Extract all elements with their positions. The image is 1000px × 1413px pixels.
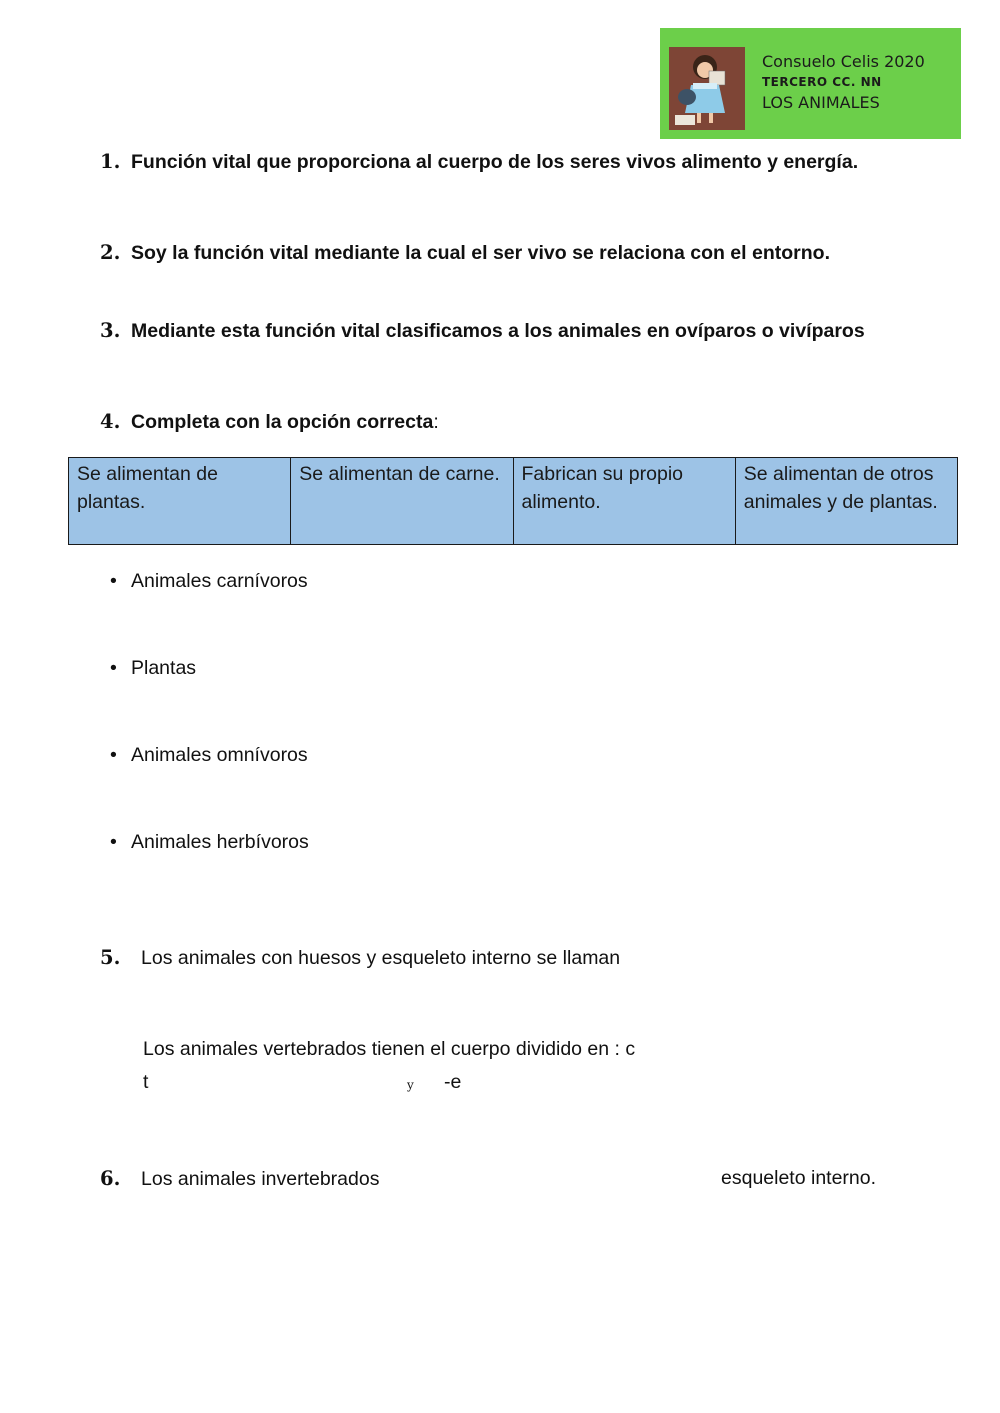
question-5-subtext: Los animales vertebrados tienen el cuerpo dividido en : c — [143, 1038, 636, 1060]
option-cell-plants[interactable]: Se alimentan de plantas. — [69, 458, 291, 545]
question-5-subtext-y: y — [407, 1078, 414, 1092]
question-text: Función vital que proporciona al cuerpo de los seres vivos alimento y energía. — [131, 151, 859, 173]
question-5-subtext-line2-end: -e — [444, 1071, 462, 1093]
topic-label: LOS ANIMALES — [762, 93, 880, 112]
question-text: Completa con la opción correcta — [131, 411, 434, 433]
bullet-dot-icon: • — [110, 831, 117, 853]
options-row — [69, 458, 958, 545]
header-card — [660, 28, 961, 139]
question-number: 6. — [100, 1167, 121, 1190]
question-2 — [100, 241, 830, 265]
question-number: 5. — [100, 946, 121, 969]
question-text: Los animales con huesos y esqueleto interno se llaman — [141, 947, 621, 969]
question-4 — [100, 410, 439, 434]
options-table — [68, 457, 958, 545]
bullet-dot-icon: • — [110, 570, 117, 592]
author-label: Consuelo Celis 2020 — [762, 52, 925, 71]
question-6 — [100, 1167, 379, 1191]
question-number: 4. — [100, 410, 121, 433]
bullet-item — [110, 744, 308, 767]
question-6-end-text: esqueleto interno. — [721, 1167, 877, 1189]
question-number: 3. — [100, 319, 121, 342]
question-text: Los animales invertebrados — [141, 1168, 380, 1190]
bullet-item — [110, 570, 308, 593]
question-5 — [100, 946, 620, 970]
option-cell-animals-and-plants[interactable]: Se alimentan de otros animales y de plantas. — [735, 458, 957, 545]
bullet-item — [110, 657, 196, 680]
question-suffix: : — [433, 411, 439, 433]
question-3 — [100, 319, 865, 343]
header-text — [762, 52, 925, 114]
question-text: Soy la función vital mediante la cual el ser vivo se relaciona con el entorno. — [131, 242, 830, 264]
doll-figurine-image — [669, 47, 745, 130]
question-number: 2. — [100, 241, 121, 264]
bullet-label: Animales carnívoros — [131, 570, 308, 592]
bullet-label: Plantas — [131, 657, 197, 679]
option-cell-own-food[interactable]: Fabrican su propio alimento. — [513, 458, 735, 545]
bullet-label: Animales omnívoros — [131, 744, 308, 766]
course-label: TERCERO CC. NN — [762, 75, 882, 89]
bullet-label: Animales herbívoros — [131, 831, 309, 853]
question-5-subtext-line2-start: t — [143, 1071, 149, 1093]
question-text: Mediante esta función vital clasificamos a los animales en ovíparos o vivíparos — [131, 320, 865, 342]
bullet-item — [110, 831, 309, 854]
bullet-dot-icon: • — [110, 657, 117, 679]
bullet-dot-icon: • — [110, 744, 117, 766]
question-number: 1. — [100, 150, 121, 173]
question-1 — [100, 150, 858, 174]
option-cell-meat[interactable]: Se alimentan de carne. — [291, 458, 513, 545]
